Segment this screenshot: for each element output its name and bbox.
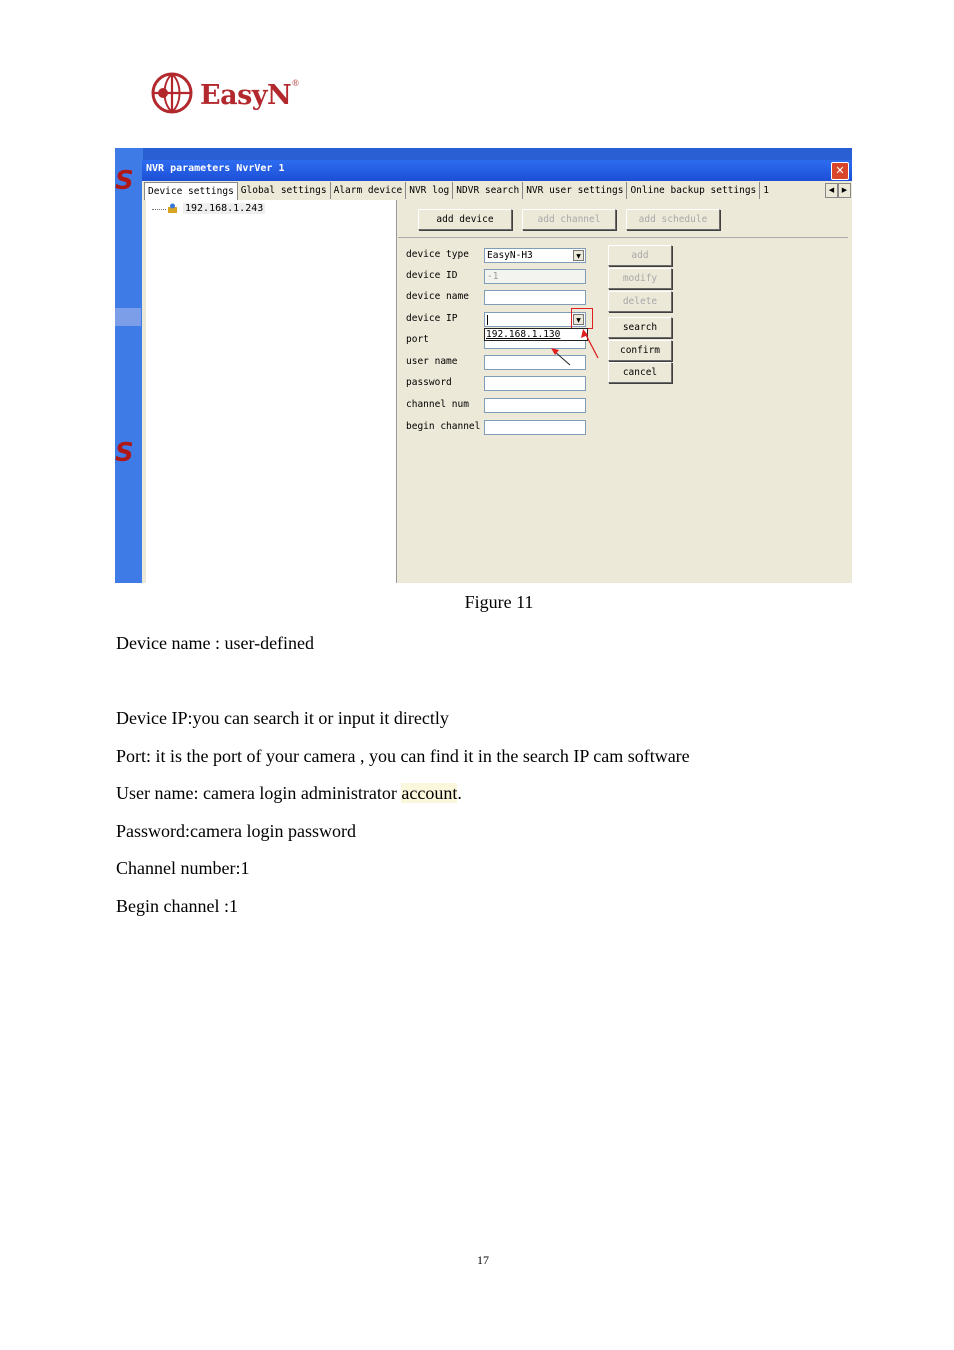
cancel-button[interactable]: cancel: [608, 362, 672, 383]
background-letter: S: [115, 438, 134, 468]
port-label: port: [406, 334, 429, 345]
chevron-right-icon[interactable]: ▶: [838, 183, 851, 198]
add-schedule-button[interactable]: add schedule: [626, 209, 720, 230]
registered-mark: ®: [292, 78, 299, 88]
tree-connector: [152, 209, 166, 210]
annotation-arrows: [548, 318, 618, 378]
begin-channel-label: begin channel: [406, 421, 481, 432]
user-name-text: User name: camera login administrator: [116, 783, 402, 803]
add-button[interactable]: add: [608, 245, 672, 266]
add-device-button[interactable]: add device: [418, 209, 512, 230]
tab-scroll-arrows: [825, 183, 851, 198]
device-id-field: -1: [484, 269, 586, 284]
device-name-label: device name: [406, 291, 469, 302]
window-client-area: [142, 181, 852, 583]
user-name-label: user name: [406, 356, 458, 367]
confirm-button[interactable]: confirm: [608, 340, 672, 361]
chevron-left-icon[interactable]: ◀: [825, 183, 838, 198]
tab-ndvr-search[interactable]: NDVR search: [453, 182, 523, 199]
dropdown-option-ip[interactable]: 192.168.1.130: [486, 329, 561, 340]
search-button[interactable]: search: [608, 317, 672, 338]
begin-channel-field[interactable]: [484, 420, 586, 435]
close-icon[interactable]: ✕: [831, 162, 849, 180]
text-cursor: [487, 315, 488, 325]
device-id-label: device ID: [406, 270, 458, 281]
nvr-screenshot: [115, 148, 852, 583]
desktop-selection-bar: [115, 308, 141, 326]
globe-logo-icon: [150, 71, 194, 115]
doc-line-device-ip: Device IP:you can search it or input it directly: [116, 708, 449, 728]
channel-num-label: channel num: [406, 399, 469, 410]
device-ip-label: device IP: [406, 313, 458, 324]
device-tree[interactable]: [146, 200, 397, 583]
highlighted-word: account: [401, 783, 458, 803]
doc-line-user-name: [116, 783, 462, 804]
arrow-to-ip-option: [551, 348, 570, 365]
device-type-value: EasyN-H3: [487, 250, 533, 261]
channel-num-field[interactable]: [484, 398, 586, 413]
chevron-down-icon[interactable]: ▼: [573, 314, 584, 325]
easyn-logo: [150, 70, 299, 116]
window-title: NVR parameters NvrVer 1: [146, 163, 285, 174]
desktop-background: [115, 148, 143, 583]
window-titlebar[interactable]: [142, 160, 852, 181]
doc-line-channel-number: Channel number:1: [116, 858, 250, 878]
page-number: 17: [477, 1253, 489, 1267]
tab-truncated[interactable]: 1: [763, 185, 770, 196]
modify-button[interactable]: modify: [608, 268, 672, 289]
doc-line-device-name: Device name : user-defined: [116, 633, 315, 653]
tab-alarm-device[interactable]: Alarm device: [331, 182, 407, 199]
figure-caption: Figure 11: [464, 592, 534, 612]
device-type-select[interactable]: [484, 248, 586, 263]
delete-button[interactable]: delete: [608, 291, 672, 312]
action-toolbar: [398, 201, 848, 238]
tab-nvr-user-settings[interactable]: NVR user settings: [523, 182, 627, 199]
device-type-label: device type: [406, 249, 469, 260]
password-field[interactable]: [484, 376, 586, 391]
arrow-to-dropdown-button: [581, 329, 598, 358]
background-letter: S: [115, 166, 134, 196]
doc-line-begin-channel: Begin channel :1: [116, 896, 238, 916]
logo-brand-text: EasyN: [200, 79, 292, 111]
tab-online-backup-settings[interactable]: Online backup settings: [627, 182, 760, 199]
doc-line-port: Port: it is the port of your camera , you can find it in the search IP cam software: [116, 746, 690, 766]
tab-device-settings[interactable]: Device settings: [144, 182, 238, 200]
doc-line-password: Password:camera login password: [116, 821, 356, 841]
trailing-period: .: [457, 783, 462, 803]
password-label: password: [406, 377, 452, 388]
add-channel-button[interactable]: add channel: [522, 209, 616, 230]
tree-item-device[interactable]: 192.168.1.243: [185, 203, 264, 214]
device-form: [398, 238, 850, 583]
tab-global-settings[interactable]: Global settings: [238, 182, 331, 199]
tab-bar: [144, 182, 852, 199]
device-name-field[interactable]: [484, 290, 586, 305]
tab-nvr-log[interactable]: NVR log: [406, 182, 453, 199]
chevron-down-icon[interactable]: ▼: [573, 250, 584, 261]
camera-device-icon: [167, 203, 178, 214]
